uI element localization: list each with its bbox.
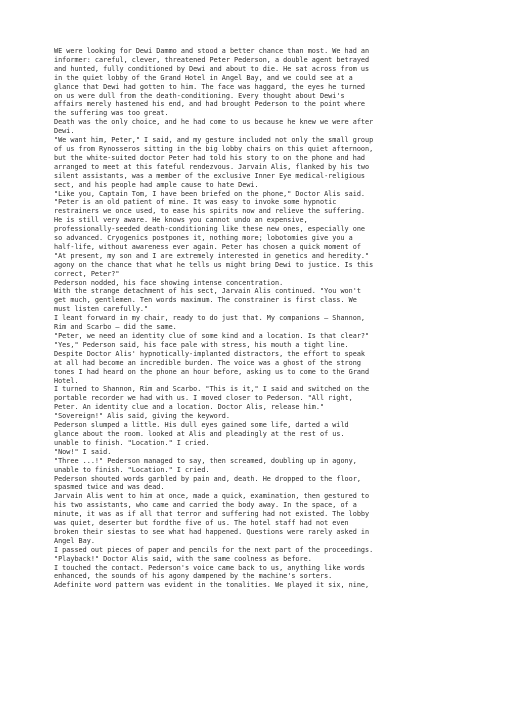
text-line: "We want him, Peter," I said, and my gesture included not only the small group (54, 136, 374, 145)
text-line: restrainers we once used, to ease his spirits now and relieve the suffering. (54, 207, 365, 216)
text-line: but the white-suited doctor Peter had told his story to on the phone and had (54, 153, 365, 162)
text-line: arranged to meet at this fateful rendezvous. Jarvain Alis, flanked by his two (54, 162, 370, 171)
text-line: "Playback!" Doctor Alis said, with the same coolness as before. (54, 554, 312, 563)
text-line: "At present, my son and I are extremely interested in genetics and heredity." (54, 251, 370, 260)
text-line: enhanced, the sounds of his agony dampened by the machine's sorters. (54, 572, 333, 581)
text-line: Pederson shouted words garbled by pain and, death. He dropped to the floor, (54, 474, 361, 483)
text-line: at all had become an incredible burden. The voice was a ghost of the strong (54, 358, 361, 367)
text-line: Adefinite word pattern was evident in the tonalities. We played it six, nine, (54, 581, 370, 590)
text-line: minute, it was as if all that terror and suffering had not existed. The lobby (54, 510, 370, 519)
text-line: Pederson nodded, his face showing intense concentration. (54, 278, 284, 287)
text-line: "Yes," Pederson said, his face pale with stress, his mouth a tight line. (54, 340, 349, 349)
text-line: sect, and his people had ample cause to hate Dewi. (54, 180, 259, 189)
text-line: on us were dull from the death-conditioning. Every thought about Dewi's (54, 91, 345, 100)
text-line: I turned to Shannon, Rim and Scarbo. "This is it," I said and switched on the (54, 385, 370, 394)
text-line: was quiet, deserter but fordthe five of us. The hotel staff had not even (54, 519, 349, 528)
text-line: silent assistants, was a member of the exclusive Inner Eye medical-religious (54, 171, 365, 180)
text-line: Peter. An identity clue and a location. Doctor Alis, release him." (54, 403, 325, 412)
text-line: correct, Peter?" (54, 269, 120, 278)
text-line: WE were looking for Dewi Dammo and stood a better chance than most. We had an (54, 47, 370, 55)
text-line: "Peter, we need an identity clue of some kind and a location. Is that clear?" (54, 332, 370, 340)
text-line: unable to finish. "Location." I cried. (54, 438, 210, 447)
text-line: Death was the only choice, and he had come to us because he knew we were after (54, 118, 374, 127)
text-line: I touched the contact. Pederson's voice came back to us, anything like words (54, 563, 365, 572)
text-line: professionally-seeded death-conditioning like these new ones, especially one (54, 225, 365, 234)
text-line: broken their siestas to see what had happened. Questions were rarely asked in (54, 527, 370, 536)
text-line: Hotel. (54, 376, 79, 385)
text-line: so advanced. Cryogenics postpones it, nothing more; lobotomies give you a (54, 234, 353, 243)
text-line: glance that Dewi had gotten to him. The face was haggard, the eyes he turned (54, 82, 365, 91)
text-line: He is still very aware. He knows you cannot undo an expensive, (54, 216, 308, 225)
text-line: "Like you, Captain Tom, I have been briefed on the phone," Doctor Alis said. (54, 189, 365, 198)
text-line: I leant forward in my chair, ready to do just that. My companions — Shannon, (54, 314, 365, 323)
text-line: tones I had heard on the phone an hour before, asking us to come to the Grand (54, 367, 370, 376)
text-line: With the strange detachment of his sect, Jarvain Alis continued. "You won't (54, 287, 361, 296)
text-line: unable to finish. "Location." I cried. (54, 465, 210, 474)
text-line: I passed out pieces of paper and pencils for the next part of the proceedings. (54, 545, 374, 554)
text-line: Despite Doctor Alis' hypnotically-implanted distractors, the effort to speak (54, 349, 365, 358)
text-line: Pederson slumped a little. His dull eyes gained some life, darted a wild (54, 421, 349, 430)
text-line: in the quiet lobby of the Grand Hotel in Angel Bay, and we could see at a (54, 73, 353, 82)
text-line: of us from Rynosseros sitting in the big lobby chairs on this quiet afternoon, (54, 144, 374, 153)
text-line: half-life, without awareness ever again. Peter has chosen a quick moment of (54, 242, 361, 251)
text-line: his two assistants, who came and carried the body away. In the space, of a (54, 501, 357, 510)
text-line: "Sovereign!" Alis said, giving the keyword. (54, 412, 230, 421)
text-line: the suffering was too great. (54, 109, 169, 118)
body-text (54, 47, 474, 590)
text-line: must listen carefully." (54, 305, 149, 314)
text-line: informer: careful, clever, threatened Peter Pederson, a double agent betrayed (54, 55, 370, 64)
text-line: "Peter is an old patient of mine. It was easy to invoke some hypnotic (54, 198, 337, 207)
text-line: get much, gentlemen. Ten words maximum. The constrainer is first class. We (54, 296, 357, 305)
text-line: Jarvain Alis went to him at once, made a quick, examination, then gestured to (54, 492, 370, 501)
text-line: Angel Bay. (54, 536, 95, 545)
text-line: "Now!" I said. (54, 447, 112, 456)
text-line: Rim and Scarbo — did the same. (54, 323, 177, 332)
text-line: affairs merely hastened his end, and had brought Pederson to the point where (54, 100, 365, 109)
text-line: portable recorder we had with us. I moved closer to Pederson. "All right, (54, 394, 353, 403)
text-line: Dewi. (54, 127, 75, 136)
text-line: glance about the room. looked at Alis and pleadingly at the rest of us. (54, 429, 345, 438)
text-line: and hunted, fully conditioned by Dewi and about to die. He sat across from us (54, 64, 370, 73)
text-line: spasmed twice and was dead. (54, 483, 165, 492)
text-line: "Three ...!" Pederson managed to say, then screamed, doubling up in agony, (54, 456, 357, 465)
text-line: agony on the chance that what he tells us might bring Dewi to justice. Is this (54, 260, 374, 269)
